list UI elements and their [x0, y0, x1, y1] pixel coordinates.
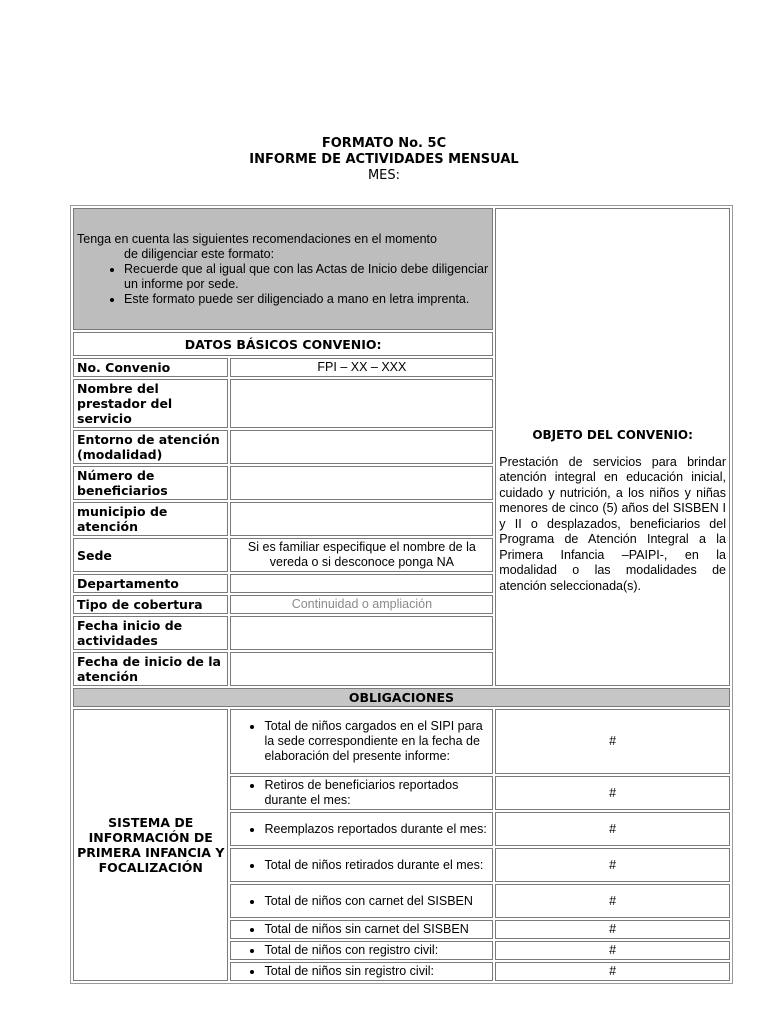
obligation-item	[230, 920, 493, 939]
obligation-value-field[interactable]: #	[495, 920, 730, 939]
obligation-value-field[interactable]: #	[495, 941, 730, 960]
recommendation-item: • Recuerde que al igual que con las Actas de Inicio debe diligenciar un informe por sede.	[124, 262, 489, 292]
obligation-item	[230, 884, 493, 918]
obligation-value-field[interactable]: #	[495, 884, 730, 918]
form-title: INFORME DE ACTIVIDADES MENSUAL	[249, 152, 519, 167]
obligation-item	[230, 812, 493, 846]
datos-basicos-title: DATOS BÁSICOS CONVENIO:	[73, 332, 493, 356]
obligation-value-field[interactable]: #	[495, 812, 730, 846]
form-number: FORMATO No. 5C	[321, 136, 447, 151]
form-table	[70, 205, 733, 984]
prestador-field[interactable]	[230, 379, 493, 428]
obligation-text: • Reemplazos reportados durante el mes:	[264, 822, 489, 837]
entorno-field[interactable]	[230, 430, 493, 464]
obligation-item	[230, 962, 493, 981]
field-label: Fecha de inicio de la atención	[73, 652, 228, 686]
obligation-text: • Total de niños con registro civil:	[264, 943, 489, 958]
sistema-informacion-label: SISTEMA DE INFORMACIÓN DE PRIMERA INFANCIA Y FOCALIZACIÓN	[73, 709, 228, 981]
document-header	[0, 136, 768, 184]
obligation-value-field[interactable]: #	[495, 776, 730, 810]
obligation-text: • Retiros de beneficiarios reportados durante el mes:	[264, 778, 489, 808]
recommendations-intro-cont: de diligenciar este formato:	[124, 246, 275, 261]
beneficiarios-field[interactable]	[230, 466, 493, 500]
obligation-text: • Total de niños retirados durante el mes:	[264, 858, 489, 873]
municipio-field[interactable]	[230, 502, 493, 536]
obligaciones-title: OBLIGACIONES	[73, 688, 730, 707]
field-label: Número de beneficiarios	[73, 466, 228, 500]
recommendations-box	[73, 208, 493, 330]
field-label: Departamento	[73, 574, 228, 593]
convenio-number-field[interactable]: FPI – XX – XXX	[230, 358, 493, 377]
obligation-item	[230, 776, 493, 810]
recommendations-list	[77, 262, 489, 307]
obligation-item	[230, 848, 493, 882]
field-label: Sede	[73, 538, 228, 572]
objeto-convenio-cell	[495, 208, 730, 686]
obligation-text: • Total de niños sin carnet del SISBEN	[264, 922, 489, 937]
fecha-inicio-atencion-field[interactable]	[230, 652, 493, 686]
field-label: Fecha inicio de actividades	[73, 616, 228, 650]
obligation-text: • Total de niños sin registro civil:	[264, 964, 489, 979]
field-label: No. Convenio	[73, 358, 228, 377]
recommendation-item: • Este formato puede ser diligenciado a mano en letra imprenta.	[124, 292, 489, 307]
obligation-item	[230, 709, 493, 774]
objeto-title: OBJETO DEL CONVENIO:	[532, 427, 693, 442]
month-label: MES:	[367, 168, 401, 183]
sede-field[interactable]: Si es familiar especifique el nombre de la vereda o si desconoce ponga NA	[230, 538, 493, 572]
field-label: Entorno de atención (modalidad)	[73, 430, 228, 464]
obligation-value-field[interactable]: #	[495, 709, 730, 774]
objeto-text: Prestación de servicios para brindar atención integral en educación inicial, cuidado y nutrición, a los niños y niñas menores de cinco (5) años del SISBEN I y II o desplazados, beneficiarios del Programa de Atención Integral a la Primera Infancia –PAIPI-, en la modalidad o las modalidades de atención seleccionada(s).	[499, 454, 726, 593]
field-label: municipio de atención	[73, 502, 228, 536]
field-label: Nombre del prestador del servicio	[73, 379, 228, 428]
field-label: Tipo de cobertura	[73, 595, 228, 614]
fecha-inicio-actividades-field[interactable]	[230, 616, 493, 650]
recommendations-intro: Tenga en cuenta las siguientes recomendaciones en el momento	[77, 231, 437, 246]
departamento-field[interactable]	[230, 574, 493, 593]
obligation-item	[230, 941, 493, 960]
obligation-text: • Total de niños con carnet del SISBEN	[264, 894, 489, 909]
tipo-cobertura-field[interactable]: Continuidad o ampliación	[230, 595, 493, 614]
obligation-value-field[interactable]: #	[495, 962, 730, 981]
obligation-value-field[interactable]: #	[495, 848, 730, 882]
obligation-text: • Total de niños cargados en el SIPI para la sede correspondiente en la fecha de elaboración del presente informe:	[264, 719, 489, 764]
